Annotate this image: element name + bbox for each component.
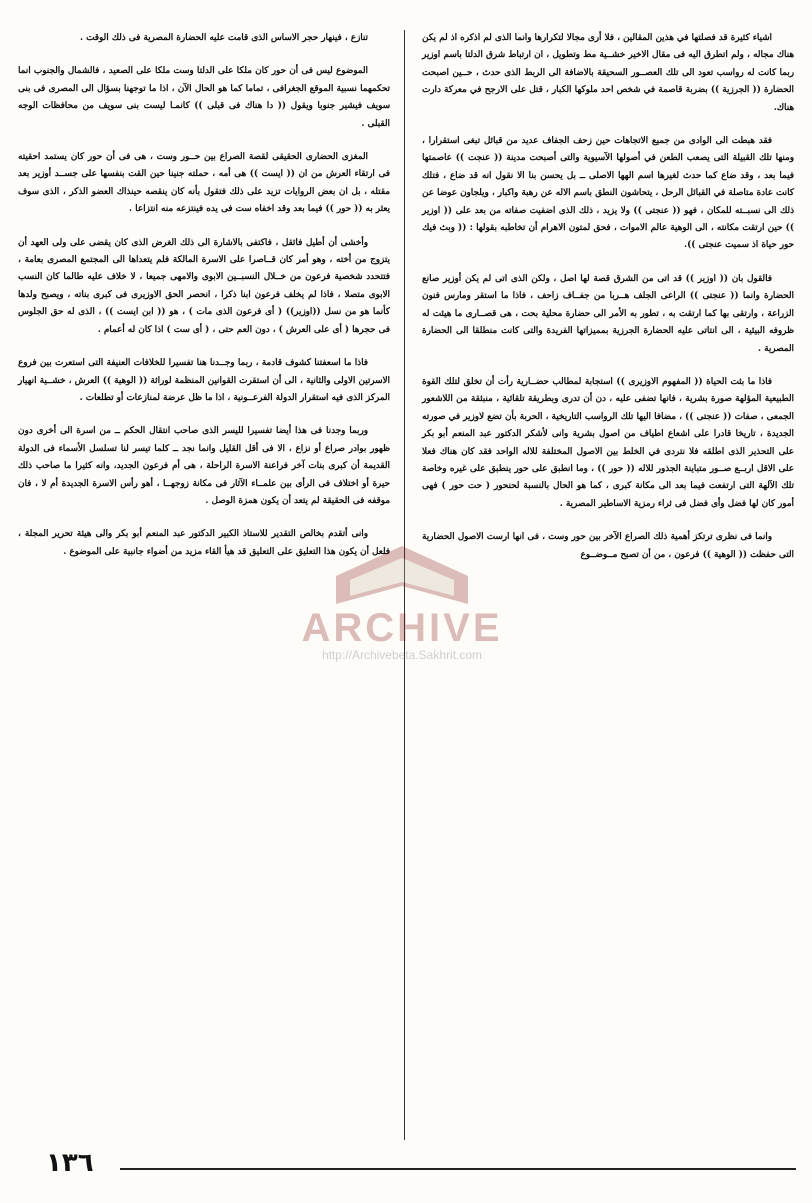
footer-rule — [120, 1168, 796, 1170]
paragraph: الموضوع ليس فى أن حور كان ملكا على الدلتا وست ملكا على الصعيد ، فالشمال والجنوب انما تحكمهما نسبية الموقع الجغرافى ، تماما كما هو الحال الآن ، اذا ما توجهنا بسؤال الى المصرى فى بنى سويف فيشير جنوبا ويقول (( دا هناك فى قبلى )) كانمـا ليست بنى سويف من محافظات الوجه القبلى . — [18, 66, 390, 129]
paragraph: المغزى الحضارى الحقيقى لقصة الصراع بين حــور وست ، هى فى أن حور كان يستمد احقيته فى ارتقاء العرش من ان (( ايست )) هى أمه ، حملته جنينا حين القت بنفسها على جســد أوزير بعد مقتله ، بل ان بعض الروايات تزيد على ذلك فتقول بأنه كان ينقصه حينذاك العضو الذكر ، الذى سوف يعثر به (( حور )) فيما بعد وقد اخفاه ست فى يده فينتزعه منه انتزاعا . — [18, 152, 390, 215]
right-column — [422, 30, 794, 1150]
paragraph: وانما فى نظرى ترتكز أهمية ذلك الصراع الآخر بين حور وست ، فى انها ارست الاصول الحضارية التى حفظت (( الوهية )) فرعون ، من أن تصبح مــوضــوع — [422, 532, 794, 560]
paragraph: فقد هبطت الى الوادى من جميع الاتجاهات حين زحف الجفاف عديد من قبائل تبغى استقرارا ، ومنها تلك القبيلة التى يصعب الطعن في أصولها الآسيوية والتى أصبحت مدينة (( عنجت )) عاصمتها فيما بعد ، وقد ضاع كما حدث لغيرها اسم الهها الاصلى ــ بل يحسن بنا الا نقول انه قد ضاع ، فتلك كانت عادة متاصلة في القبائل الرحل ، يتحاشون النطق باسم الاله عن رهبة واكبار ، ويلجاون عوضا عن ذلك الى نسبــته للمكان ، فهو (( عنجتى )) ولا يزيد ، ذلك الذى اضفيت صفاته من بعد على (( اوزير )) حين ارتقت مكانته ، الى الوهية عالم الاموات ، فحق لمتون الاهرام أن تخاطبه بقولها : (( وبث فيك حور حياة اذ سميت عنجتى )). — [422, 136, 794, 251]
paragraph: وأخشى أن أطيل فاثقل ، فاكتفى بالاشارة الى ذلك الغرض الذى كان يقضى على ولى العهد أن يتزوج من أخته ، وهو أمر كان قــاصرا على الاسرة المالكة فلم يتعداها الى المجتمع المصرى بعامة ، فتتحدد شخصية فرعون من خــلال النسبــين الابوى والامهى جميعا ، لا خلاف عليه طالما كان النسب الابوى متصلا ، فاذا لم يخلف فرعون ابنا ذكرا ، انحصر الحق الاوزيرى فى كبرى بناته ، ويصبح ولدها كأنما هو من نسل ((اوزير)) ( أى فرعون الذى مات ) ، هو (( ابن ايست )) ، الذى له حق الجلوس فى حجرها ( أى على العرش ) ، دون العم حتى ، ( أى ست ) اذا كان له أعمام . — [18, 237, 390, 335]
paragraph: وربما وجدنا فى هذا أيضا تفسيرا لليسر الذى صاحب انتقال الحكم ــ من اسرة الى أخرى دون ظهور بوادر صراع أو نزاع ، الا فى أقل القليل وانما نجد ــ كلما تيسر لنا تسلسل الأسماء فى الدولة القديمة أن كبرى بنات آخر فراعنة الاسرة الراحلة ، هى أم فرعون الجديد، وانه كثيرا ما صاحب ذلك حيرة أو اختلاف فى الرأى بين علمــاء الآثار فى مكانة زوجهــا ، أهو رأس الاسرة الجديدة أم لا ، فان موقفه فى الحقيقة لم يتعد أن يكون همزة الوصل . — [18, 426, 390, 506]
paragraph: اشياء كثيرة قد فصلتها في هذين المقالين ، فلا أرى مجالا لتكرارها وانما الذى لم اذكره اذ لم يكن هناك مجاله ، ولم اتطرق اليه فى مقال الاخير خشــية مط وتطويل ، ان ارتباط شرق الدلتا باسم اوزير ربما كانت له رواسب تعود الى تلك العصــور السحيقة بالاضافة الى الربط الذى حدث ، حــين اصبحت الحضارة (( الجرزية )) بضربة قاصمة في شخص احد ملوكها الكبار ، قتل على الارجح في معركة دارت هناك. — [422, 33, 794, 113]
page-number: ١٣٦ — [46, 1148, 94, 1178]
paragraph: فالقول بان (( اوزير )) قد اتى من الشرق قصة لها اصل ، ولكن الذى اتى لم يكن أوزير صانع الحضارة وانما (( عنجتى )) الراعى الجلف هــربا من جفــاف زاحف ، فاذا ما استقر ومارس فنون الزراعة ، وارتقى بها كما ارتقت به ، تطور به الأمر الى حضارة محلية بحت ، هى قصــارى ما هيئت له ظروفه البيئية ، الى انتاتى عليه الحضارة الجرزية بمميزاتها الفريدة والتى كانت منطلقا الى الحضارة المصرية . — [422, 273, 794, 354]
paragraph: فاذا ما بثت الحياة (( المفهوم الاوزيرى )) استجابة لمطالب حضــارية رأت أن تخلق لتلك القوة الطبيعية المؤلهة صورة بشرية ، فانها تضفى عليه ، دن أن تدرى وبطريقة تلقائية ، منبثقة من اللاشعور الجمعى ، صفات (( عنجتى )) ، مضافا اليها تلك الرواسب التاريخية ، الحربة بأن تضع لاوزير في صورته الجديدة ، تاريخا قادرا على اشعاع اطياف من اصول بشرية وانى لأشكر الدكتور عبد المنعم أبو بكر على التحذير الذى اطلقه فلا نتردى في الخلط بين الاصول المختلفة للاله الواحد فقد كان هناك فعلا على الاقل اربــع صــور متباينة الجذور للاله (( حور )) ، وما انطبق على حور ينطبق على غيره وخاصة تلك الآلهة التى ارتفعت فيما بعد الى مكانة كبرى ، كما هو الحال بالنسبة لحنحور ( حت حور ) فهى أمور كان لها فضل وأى فضل فى ثراء رمزية الاساطير المصرية . — [422, 376, 794, 509]
paragraph: تنازع ، فينهار حجر الاساس الذى قامت عليه الحضارة المصرية فى ذلك الوقت . — [80, 33, 368, 43]
article-page — [18, 30, 794, 1150]
paragraph: وانى أتقدم بخالص التقدير للاستاذ الكبير الدكتور عبد المنعم أبو بكر والى هيئة تحرير المجلة ، فلعل أن يكون هذا التعليق على التعليق قد هيأ القاء مزيد من أضواء جانبية على الموضوع . — [18, 529, 390, 557]
left-column — [18, 30, 390, 1150]
watermark-url: http://Archivebeta.Sakhrit.com — [321, 648, 483, 662]
paragraph: فاذا ما اسعفتنا كشوف قادمة ، ربما وجــدنا هنا تفسيرا للخلافات العنيفة التى استعرت بين فروع الاسرتين الاولى والثانية ، الى أن استقرت القوانين المنظمة لوراثة (( الوهية )) العرش ، خشــية انهيار المركز الذى فيه استقرار الدولة الفرعــونية ، اذا ما ظل عرضة لمنازعات أو تطلعات . — [18, 358, 390, 403]
watermark-text: ARCHIVE — [301, 606, 503, 650]
